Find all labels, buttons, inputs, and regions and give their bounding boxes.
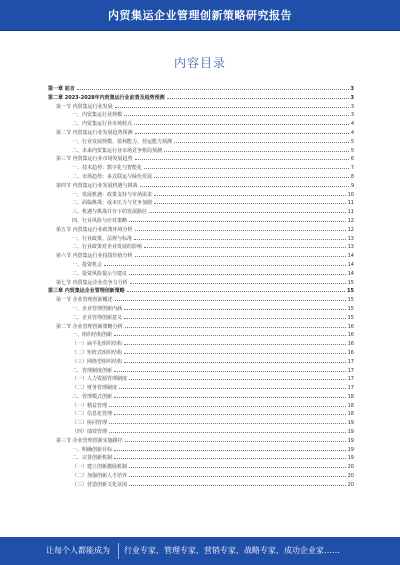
toc-leader-dots: [125, 436, 346, 442]
toc-entry-page: 17: [347, 385, 354, 392]
toc-leader-dots: [129, 462, 346, 468]
toc-entry[interactable]: [48, 462, 354, 471]
toc-leader-dots: [164, 146, 349, 152]
toc-entry-label: 三、管理模式创新: [72, 393, 113, 400]
toc-entry[interactable]: [48, 251, 354, 260]
toc-entry-label: （一）人力资源管理制度: [72, 376, 128, 383]
toc-entry-page: 3: [350, 112, 354, 119]
toc-entry-page: 11: [347, 209, 354, 216]
toc-entry-label: 一、组织结构创新: [72, 332, 113, 339]
toc-entry-page: 19: [347, 420, 354, 427]
toc-entry-page: 3: [350, 103, 354, 110]
toc-entry-page: 19: [347, 446, 354, 453]
toc-leader-dots: [115, 102, 349, 108]
toc-entry-label: 一、企业管理创新内涵: [72, 305, 123, 312]
toc-entry-page: 18: [347, 393, 354, 400]
toc-entry-page: 8: [350, 173, 354, 180]
toc-entry[interactable]: [48, 190, 354, 199]
toc-entry[interactable]: [48, 445, 354, 454]
toc-entry-label: 第二章 2023-2028年内贸集运行业前景及趋势预测: [48, 94, 165, 101]
toc-entry[interactable]: [48, 427, 354, 436]
toc-entry-label: 第一章 前言: [48, 86, 75, 92]
toc-leader-dots: [124, 110, 349, 116]
toc-leader-dots: [140, 181, 349, 187]
toc-leader-dots: [114, 330, 346, 336]
toc-leader-dots: [135, 154, 349, 160]
toc-entry-page: 3: [350, 86, 354, 92]
toc-leader-dots: [154, 172, 349, 178]
toc-entry-label: 二、投资风险提示与建议: [72, 270, 128, 277]
toc-entry-label: （三）营造创新文化氛围: [72, 481, 128, 488]
toc-entry[interactable]: [48, 286, 354, 295]
toc-leader-dots: [114, 409, 346, 415]
toc-entry[interactable]: [48, 225, 354, 234]
toc-entry-label: 二、未来内贸集运行业市场竞争格局预测: [72, 147, 163, 154]
toc-entry[interactable]: [48, 453, 354, 462]
toc-leader-dots: [124, 357, 346, 363]
toc-leader-dots: [115, 295, 346, 301]
toc-entry-label: （四）绩效管理: [72, 429, 108, 436]
toc-entry-page: 5: [350, 138, 354, 145]
toc-heading: 内容目录: [173, 56, 226, 70]
toc-entry-page: 17: [347, 376, 354, 383]
toc-entry[interactable]: [48, 181, 354, 190]
toc-entry-label: （三）网络型组织结构: [72, 358, 123, 365]
toc-entry-label: 第五节 内贸集运行业政策环境分析: [56, 226, 133, 233]
toc-entry[interactable]: [48, 409, 354, 418]
toc-entry-label: 二、行业政策对企业发展的影响: [72, 244, 143, 251]
toc-leader-dots: [129, 471, 346, 477]
toc-entry-page: 19: [347, 437, 354, 444]
toc-entry-page: 13: [347, 244, 354, 251]
toc-entry-page: 19: [347, 455, 354, 462]
toc-entry[interactable]: [48, 480, 354, 489]
toc-entry-page: 14: [347, 270, 354, 277]
toc-entry-label: 第一节 企业管理创新概述: [56, 297, 113, 304]
toc-leader-dots: [149, 207, 346, 213]
toc-entry[interactable]: [48, 163, 354, 172]
toc-entry-page: 17: [347, 358, 354, 365]
toc-entry-label: 二、市场趋势：多式联运与绿色发展: [72, 173, 153, 180]
toc-entry-page: 3: [350, 94, 354, 101]
toc-entry-label: （一）扁平化组织结构: [72, 341, 123, 348]
toc-leader-dots: [129, 374, 346, 380]
toc-entry-page: 20: [347, 481, 354, 488]
toc-entry-label: 第二节 企业管理创新策略分析: [56, 323, 123, 330]
toc-leader-dots: [125, 322, 346, 328]
toc-leader-dots: [127, 286, 345, 292]
toc-leader-dots: [77, 84, 349, 90]
toc-entry[interactable]: [48, 154, 354, 163]
toc-leader-dots: [124, 339, 346, 345]
toc-entry[interactable]: [48, 304, 354, 313]
toc-entry[interactable]: [48, 330, 354, 339]
toc-entry[interactable]: [48, 366, 354, 375]
toc-leader-dots: [109, 427, 346, 433]
toc-leader-dots: [129, 216, 346, 222]
toc-entry[interactable]: [48, 322, 354, 331]
table-of-contents: [48, 84, 354, 489]
toc-entry-label: 一、投资机会: [72, 261, 103, 268]
toc-entry-label: （二）加强创新人才培养: [72, 473, 128, 480]
toc-entry[interactable]: [48, 401, 354, 410]
toc-leader-dots: [167, 93, 349, 99]
toc-entry-page: 16: [347, 323, 354, 330]
toc-entry-label: 一、行业政策、法规与标准: [72, 235, 133, 242]
toc-entry-label: 一、发展机遇：政策支持与市场需求: [72, 191, 153, 198]
toc-entry-label: 一、明确创新目标: [72, 446, 113, 453]
toc-entry[interactable]: [48, 234, 354, 243]
toc-entry-page: 9: [350, 182, 354, 189]
toc-leader-dots: [124, 348, 346, 354]
toc-entry[interactable]: [48, 418, 354, 427]
toc-leader-dots: [114, 366, 346, 372]
toc-leader-dots: [129, 269, 346, 275]
toc-leader-dots: [144, 242, 346, 248]
toc-entry-label: （一）精益管理: [72, 402, 108, 409]
toc-leader-dots: [144, 163, 349, 169]
toc-entry[interactable]: [48, 137, 354, 146]
toc-entry[interactable]: [48, 242, 354, 251]
toc-entry-label: （二）财务管理制度: [72, 385, 118, 392]
toc-leader-dots: [124, 313, 346, 319]
toc-leader-dots: [154, 190, 346, 196]
report-title: 内贸集运企业管理创新策略研究报告: [108, 9, 292, 22]
toc-leader-dots: [135, 225, 346, 231]
toc-entry-label: 一、技术趋势：数字化与智能化: [72, 165, 143, 172]
toc-entry-label: 第三节 企业管理创新实施路径: [56, 437, 123, 444]
toc-leader-dots: [130, 278, 346, 284]
toc-entry-page: 12: [347, 226, 354, 233]
toc-entry[interactable]: [48, 119, 354, 128]
toc-entry-page: 15: [347, 288, 354, 295]
toc-entry[interactable]: [48, 436, 354, 445]
toc-entry-label: 二、内贸集运行业市场特点: [72, 121, 133, 128]
toc-entry-label: 一、内贸集运行业规模: [72, 112, 123, 119]
toc-entry-page: 15: [347, 314, 354, 321]
footer-bar: [0, 537, 400, 565]
toc-entry[interactable]: [48, 348, 354, 357]
toc-entry[interactable]: [48, 198, 354, 207]
toc-entry-label: 第一节 内贸集运行业发展: [56, 103, 113, 110]
toc-entry[interactable]: [48, 93, 354, 102]
toc-entry-page: 4: [350, 129, 354, 136]
report-header-bar: [0, 0, 400, 31]
toc-entry[interactable]: [48, 172, 354, 181]
toc-entry[interactable]: [48, 357, 354, 366]
toc-entry-page: 13: [347, 235, 354, 242]
toc-entry-label: 三、机遇与挑战并存下的发展路径: [72, 209, 148, 216]
toc-entry-label: 二、完善创新机制: [72, 455, 113, 462]
toc-entry[interactable]: [48, 102, 354, 111]
toc-entry-page: 15: [347, 297, 354, 304]
toc-entry-page: 18: [347, 402, 354, 409]
toc-entry-page: 16: [347, 332, 354, 339]
toc-entry[interactable]: [48, 146, 354, 155]
toc-entry[interactable]: [48, 471, 354, 480]
toc-entry-page: 6: [350, 156, 354, 163]
toc-leader-dots: [135, 128, 349, 134]
toc-leader-dots: [104, 260, 346, 266]
toc-entry-label: 二、管理制度创新: [72, 367, 113, 374]
toc-entry[interactable]: [48, 207, 354, 216]
toc-entry-page: 16: [347, 341, 354, 348]
footer-divider: [118, 543, 119, 559]
toc-entry-label: （三）协同管理: [72, 420, 108, 427]
toc-entry-label: （一）建立创新激励机制: [72, 464, 128, 471]
toc-entry-label: 第三章 内贸集运企业管理创新策略: [48, 288, 125, 295]
toc-entry-page: 20: [347, 464, 354, 471]
toc-entry[interactable]: [48, 128, 354, 137]
toc-entry-page: 5: [350, 147, 354, 154]
toc-entry[interactable]: [48, 295, 354, 304]
toc-leader-dots: [114, 453, 346, 459]
toc-entry[interactable]: [48, 383, 354, 392]
toc-entry[interactable]: [48, 269, 354, 278]
toc-entry-page: 16: [347, 349, 354, 356]
toc-entry-page: 15: [347, 305, 354, 312]
footer-tagline: 行业专家、管理专家、营销专家、战略专家、成功企业家……: [124, 546, 340, 555]
toc-leader-dots: [119, 383, 346, 389]
toc-entry[interactable]: [48, 313, 354, 322]
toc-entry-label: （二）矩阵式组织结构: [72, 349, 123, 356]
toc-entry-page: 7: [350, 165, 354, 172]
toc-entry-page: 4: [350, 121, 354, 128]
toc-leader-dots: [174, 137, 349, 143]
toc-entry-page: 14: [347, 253, 354, 260]
toc-leader-dots: [134, 119, 349, 125]
toc-leader-dots: [129, 480, 346, 486]
toc-entry-page: 18: [347, 411, 354, 418]
toc-entry-label: 第七节 内贸集运企业竞争力分析: [56, 279, 128, 286]
toc-entry-label: 二、企业管理创新意义: [72, 314, 123, 321]
toc-leader-dots: [124, 304, 346, 310]
toc-entry-label: 第二节 内贸集运行业发展趋势预测: [56, 129, 133, 136]
toc-entry[interactable]: [48, 392, 354, 401]
toc-entry-page: 15: [347, 279, 354, 286]
toc-entry[interactable]: [48, 278, 354, 287]
toc-entry[interactable]: [48, 216, 354, 225]
toc-leader-dots: [134, 234, 346, 240]
toc-leader-dots: [154, 198, 346, 204]
toc-leader-dots: [135, 251, 346, 257]
toc-leader-dots: [109, 418, 346, 424]
toc-entry[interactable]: [48, 374, 354, 383]
toc-entry-page: 11: [347, 200, 354, 207]
toc-entry-page: 12: [347, 217, 354, 224]
toc-entry[interactable]: [48, 260, 354, 269]
toc-leader-dots: [114, 445, 346, 451]
toc-entry-label: 二、面临挑战：成本压力与竞争加剧: [72, 200, 153, 207]
toc-leader-dots: [109, 401, 346, 407]
footer-slogan: 让每个人都能成为: [46, 546, 110, 555]
toc-entry[interactable]: [48, 84, 354, 93]
toc-entry-label: 第六节 内贸集运行业投资价值分析: [56, 253, 133, 260]
toc-entry-label: 四、行业风险与应对策略: [72, 217, 128, 224]
toc-entry-label: 一、行业发展规模、盈利能力、营运能力预测: [72, 138, 173, 145]
toc-entry-page: 17: [347, 367, 354, 374]
toc-entry[interactable]: [48, 110, 354, 119]
toc-leader-dots: [114, 392, 346, 398]
toc-entry-label: （二）信息化管理: [72, 411, 113, 418]
toc-entry-label: 第三节 内贸集运行业市场发展趋势: [56, 156, 133, 163]
toc-entry[interactable]: [48, 339, 354, 348]
toc-entry-page: 20: [347, 473, 354, 480]
toc-entry-page: 10: [347, 191, 354, 198]
toc-entry-page: 19: [347, 429, 354, 436]
toc-entry-page: 14: [347, 261, 354, 268]
toc-entry-label: 第四节 内贸集运行业发展机遇与挑战: [56, 182, 138, 189]
